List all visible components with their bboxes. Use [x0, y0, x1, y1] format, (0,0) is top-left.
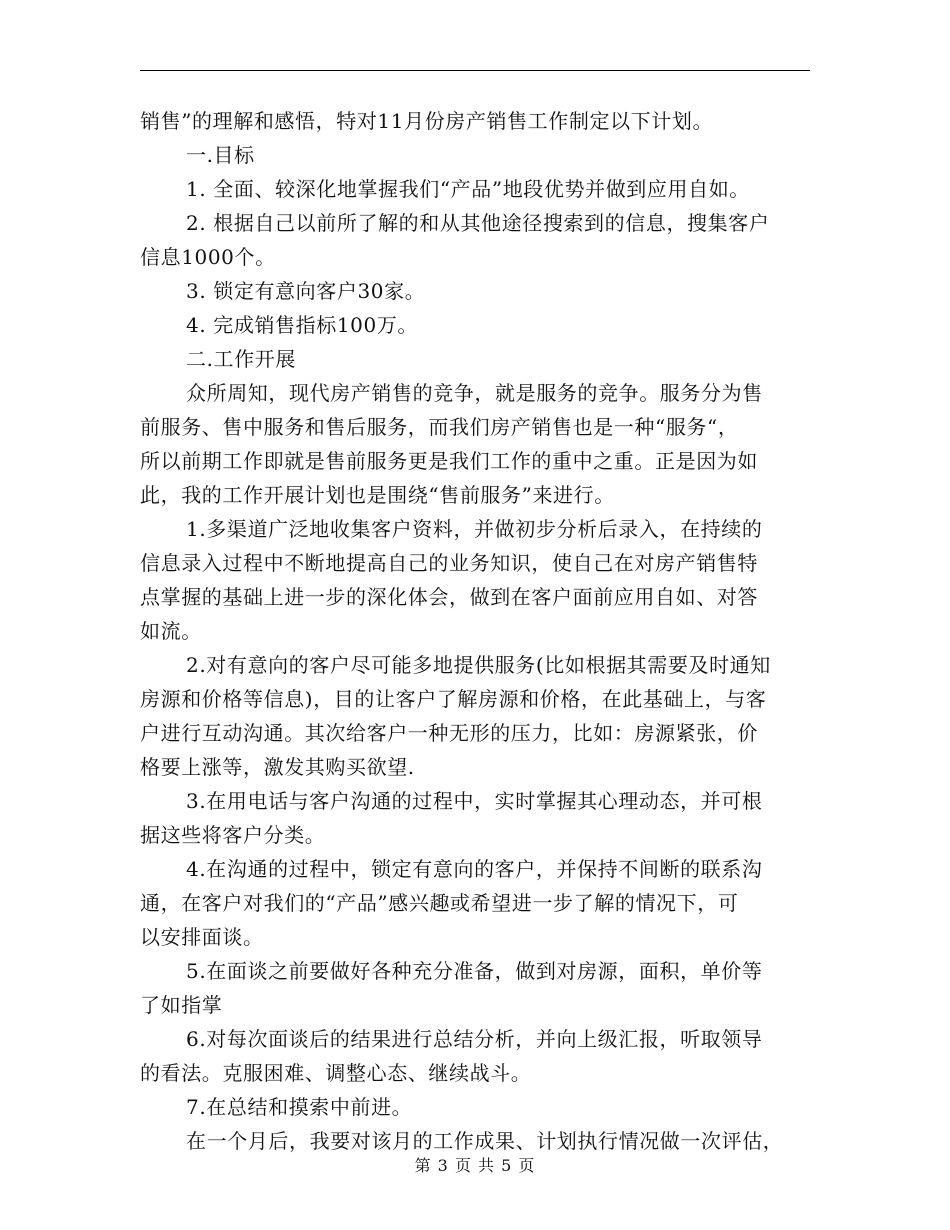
- text-line: 以安排面谈。: [140, 925, 264, 949]
- text-line: 信息录入过程中不断地提高自己的业务知识，使自己在对房产销售特: [140, 551, 758, 575]
- text-line: 3.在用电话与客户沟通的过程中，实时掌握其心理动态，并可根: [186, 789, 763, 813]
- header-rule: [140, 70, 810, 71]
- text-line: 1.多渠道广泛地收集客户资料，并做初步分析后录入，在持续的: [186, 517, 763, 541]
- text-line: 如流。: [140, 619, 202, 643]
- paragraph: [140, 1090, 810, 1124]
- paragraph: [140, 784, 810, 852]
- paragraph: [140, 206, 810, 274]
- text-line: 通，在客户对我们的“产品”感兴趣或希望进一步了解的情况下，可: [140, 891, 739, 915]
- paragraph: [140, 1022, 810, 1090]
- text-line: 二.工作开展: [186, 347, 296, 371]
- paragraph: [140, 954, 810, 1022]
- text-line: 众所周知，现代房产销售的竞争，就是服务的竞争。服务分为售: [186, 381, 763, 405]
- text-line: 所以前期工作即就是售前服务更是我们工作的重中之重。正是因为如: [140, 449, 758, 473]
- text-line: 2.对有意向的客户尽可能多地提供服务(比如根据其需要及时通知: [186, 653, 771, 677]
- text-line: 据这些将客户分类。: [140, 823, 326, 847]
- paragraph: [140, 138, 810, 172]
- paragraph: [140, 648, 810, 784]
- text-line: 户进行互动沟通。其次给客户一种无形的压力，比如：房源紧张，价: [140, 721, 758, 745]
- text-line: 2. 根据自己以前所了解的和从其他途径搜索到的信息，搜集客户: [186, 211, 770, 235]
- text-line: 信息1000个。: [140, 245, 276, 269]
- document-body: [140, 104, 810, 1158]
- text-line: 在一个月后，我要对该月的工作成果、计划执行情况做一次评估，: [186, 1129, 784, 1153]
- text-line: 7.在总结和摸索中前进。: [186, 1095, 413, 1119]
- text-line: 6.对每次面谈后的结果进行总结分析，并向上级汇报，听取领导: [186, 1027, 763, 1051]
- text-line: 此，我的工作开展计划也是围绕“售前服务”来进行。: [140, 483, 615, 507]
- paragraph: [140, 274, 810, 308]
- paragraph: [140, 172, 810, 206]
- text-line: 5.在面谈之前要做好各种充分准备，做到对房源，面积，单价等: [186, 959, 763, 983]
- text-line: 4.在沟通的过程中，锁定有意向的客户，并保持不间断的联系沟: [186, 857, 763, 881]
- text-line: 了如指掌: [140, 993, 223, 1017]
- paragraph: [140, 376, 810, 512]
- paragraph: [140, 308, 810, 342]
- text-line: 房源和价格等信息)，目的让客户了解房源和价格，在此基础上，与客: [140, 687, 767, 711]
- paragraph: [140, 104, 810, 138]
- text-line: 销售”的理解和感悟，特对11月份房产销售工作制定以下计划。: [140, 109, 714, 133]
- text-line: 1. 全面、较深化地掌握我们“产品”地段优势并做到应用自如。: [186, 177, 750, 201]
- paragraph: [140, 852, 810, 954]
- paragraph: [140, 512, 810, 648]
- text-line: 点掌握的基础上进一步的深化体会，做到在客户面前应用自如、对答: [140, 585, 758, 609]
- text-line: 4. 完成销售指标100万。: [186, 313, 419, 337]
- text-line: 前服务、售中服务和售后服务，而我们房产销售也是一种“服务“，: [140, 415, 739, 439]
- text-line: 一.目标: [186, 143, 255, 167]
- text-line: 3. 锁定有意向客户30家。: [186, 279, 426, 303]
- text-line: 的看法。克服困难、调整心态、继续战斗。: [140, 1061, 532, 1085]
- text-line: 格要上涨等，激发其购买欲望.: [140, 755, 415, 779]
- paragraph: [140, 342, 810, 376]
- page-footer: 第 3 页 共 5 页: [414, 1156, 536, 1175]
